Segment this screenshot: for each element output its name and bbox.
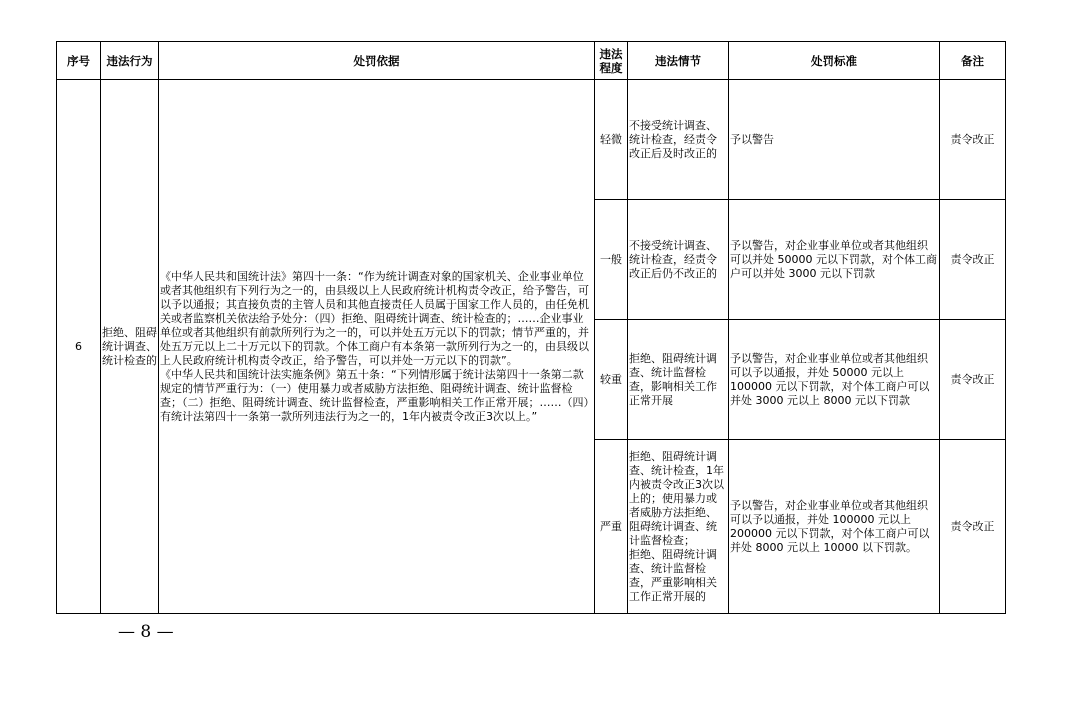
header-remark: 备注 <box>940 42 1006 80</box>
degree-cell: 严重 <box>595 440 628 614</box>
header-act: 违法行为 <box>101 42 159 80</box>
remark-cell: 责令改正 <box>940 320 1006 440</box>
header-basis: 处罚依据 <box>159 42 595 80</box>
header-degree: 违法 程度 <box>595 42 628 80</box>
header-standard: 处罚标准 <box>729 42 940 80</box>
remark-cell: 责令改正 <box>940 200 1006 320</box>
act-cell: 拒绝、阻碍统计调查、统计检查的 <box>101 80 159 614</box>
table-row <box>57 80 1006 200</box>
header-seq: 序号 <box>57 42 101 80</box>
header-circumstance: 违法情节 <box>628 42 729 80</box>
circumstance-cell: 不接受统计调查、统计检查，经责令改正后及时改正的 <box>628 80 729 200</box>
standard-cell: 予以警告，对企业事业单位或者其他组织可以予以通报，并处 50000 元以上 100000 元以下罚款，对个体工商户可以并处 3000 元以上 8000 元以下罚款 <box>729 320 940 440</box>
standard-cell: 予以警告，对企业事业单位或者其他组织可以予以通报，并处 100000 元以上 200000 元以下罚款，对个体工商户可以并处 8000 元以上 10000 以下罚款。 <box>729 440 940 614</box>
circumstance-cell: 拒绝、阻碍统计调查、统计检查，1年内被责令改正3次以上的；使用暴力或者威胁方法拒绝、阻碍统计调查、统计监督检查； 拒绝、阻碍统计调查、统计监督检查，严重影响相关工作正常开展的 <box>628 440 729 614</box>
standard-cell: 予以警告 <box>729 80 940 200</box>
remark-cell: 责令改正 <box>940 440 1006 614</box>
page-number: — 8 — <box>118 622 174 642</box>
degree-cell: 一般 <box>595 200 628 320</box>
degree-cell: 较重 <box>595 320 628 440</box>
header-row <box>57 42 1006 80</box>
basis-cell: 《中华人民共和国统计法》第四十一条：“作为统计调查对象的国家机关、企业事业单位或者其他组织有下列行为之一的，由县级以上人民政府统计机构责令改正，给予警告，可以予以通报；其直接负责的主管人员和其他直接责任人员属于国家工作人员的，由任免机关或者监察机关依法给予处分：（四）拒绝、阻碍统计调查、统计检查的；……企业事业单位或者其他组织有前款所列行为之一的，可以并处五万元以下的罚款；情节严重的，并处五万元以上二十万元以下的罚款。个体工商户有本条第一款所列行为之一的，由县级以上人民政府统计机构责令改正，给予警告，可以并处一万元以下的罚款”。 《中华人民共和国统计法实施条例》第五十条：“下列情形属于统计法第四十一条第二款规定的情节严重行为：（一）使用暴力或者威胁方法拒绝、阻碍统计调查、统计监督检查；（二）拒绝、阻碍统计调查、统计监督检查，严重影响相关工作正常开展；……（四）有统计法第四十一条第一款所列违法行为之一的，1年内被责令改正3次以上。” <box>159 80 595 614</box>
circumstance-cell: 不接受统计调查、统计检查，经责令改正后仍不改正的 <box>628 200 729 320</box>
degree-cell: 轻微 <box>595 80 628 200</box>
penalty-table <box>56 41 1006 614</box>
circumstance-cell: 拒绝、阻碍统计调查、统计监督检查，影响相关工作正常开展 <box>628 320 729 440</box>
standard-cell: 予以警告，对企业事业单位或者其他组织可以并处 50000 元以下罚款，对个体工商户可以并处 3000 元以下罚款 <box>729 200 940 320</box>
remark-cell: 责令改正 <box>940 80 1006 200</box>
seq-cell: 6 <box>57 80 101 614</box>
